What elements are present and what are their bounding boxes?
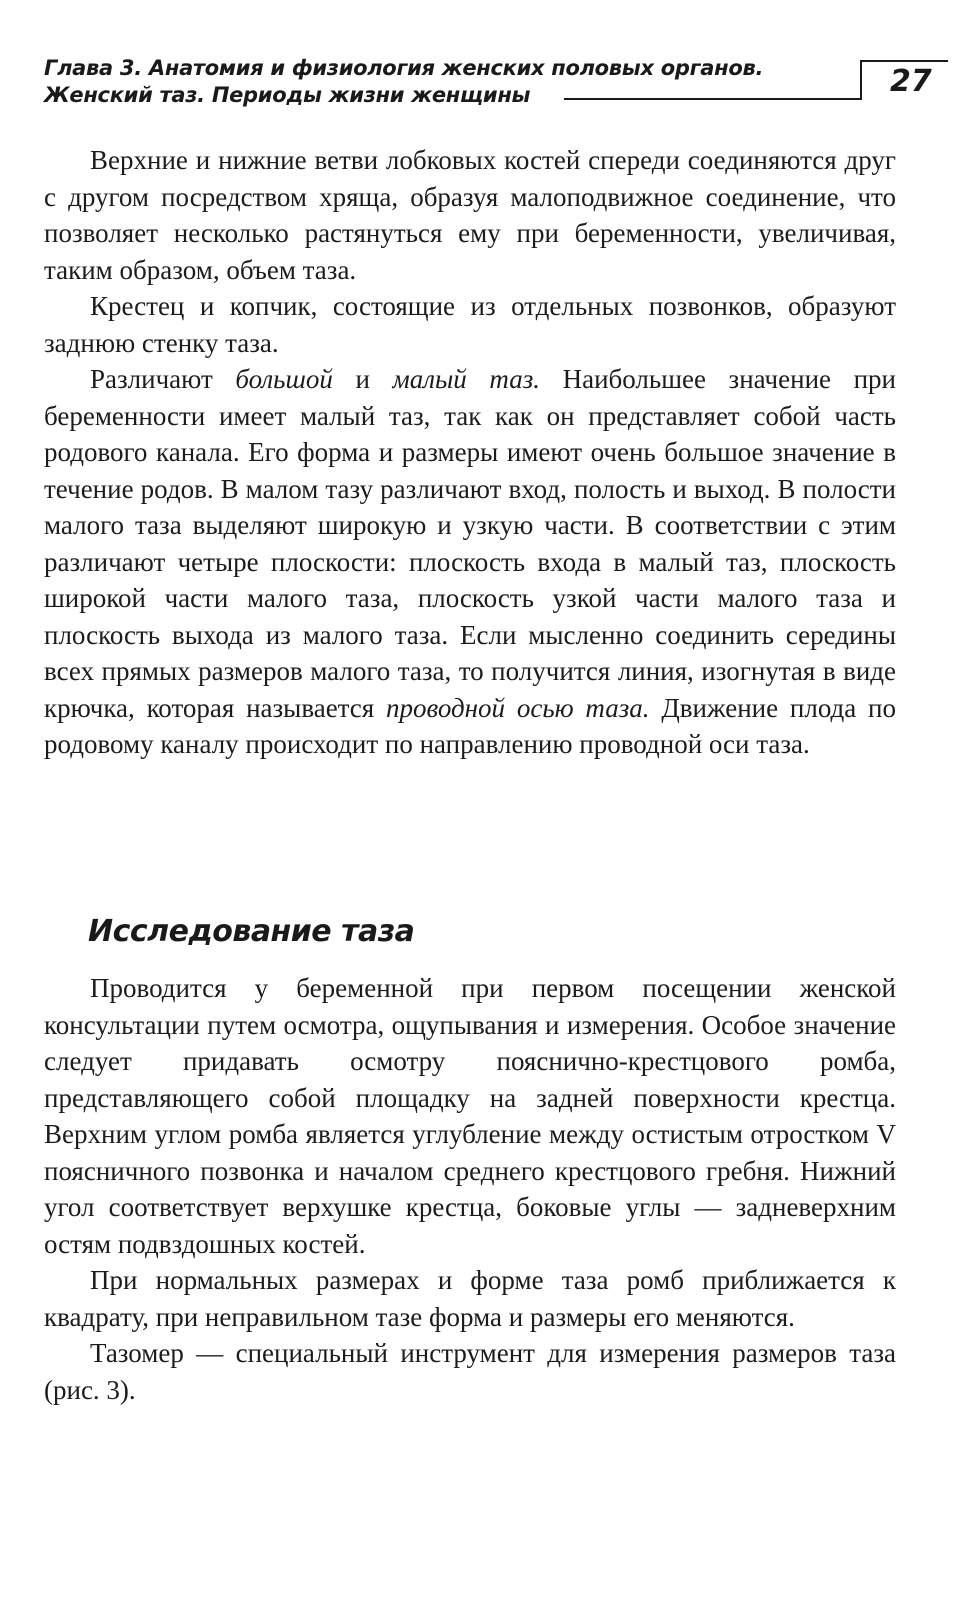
- paragraph-text: Различают: [90, 364, 236, 394]
- text-block-lower: [44, 970, 896, 1408]
- paragraph: Крестец и копчик, состоящие из отдельных позвонков, образуют заднюю стенку таза.: [44, 291, 896, 358]
- paragraph: [44, 361, 896, 763]
- running-head-section-title: Женский таз. Периоды жизни женщины: [44, 83, 531, 107]
- term-pelvic-axis: проводной осью таза.: [386, 692, 650, 723]
- paragraph: Верхние и нижние ветви лобковых костей спереди соединяются друг с другом посредством хряща, образуя малоподвижное соединение, что позволяет несколько растянуться ему при беременности, увеличивая, таким образом, объем таза.: [44, 145, 896, 285]
- section-heading: Исследование таза: [88, 914, 415, 949]
- running-head-rule: [564, 98, 862, 100]
- paragraph-text: Движение плода по родовому каналу происходит по направлению проводной оси таза.: [44, 692, 896, 759]
- paragraph: Проводится у беременной при первом посещении женской консультации путем осмотра, ощупывания и измерения. Особое значение следует придавать осмотру пояснично-крестцового ромба, представляющего собой площадку на задней поверхности крестца. Верхним углом ромба является углубление между остистым отростком V поясничного позвонка и началом среднего крестцового гребня. Нижний угол соответствует верхушке крестца, боковые углы — задневерхним остям подвздошных костей.: [44, 973, 896, 1259]
- running-head: [44, 56, 932, 116]
- paragraph: При нормальных размерах и форме таза ромб приближается к квадрату, при неправильном тазе форма и размеры его меняются.: [44, 1265, 896, 1332]
- paragraph: Тазомер — специальный инструмент для измерения размеров таза (рис. 3).: [44, 1338, 896, 1405]
- term-large-pelvis: большой: [235, 364, 333, 394]
- term-small-pelvis: малый таз.: [392, 364, 540, 394]
- paragraph-text: и: [332, 364, 393, 394]
- paragraph-text: Наибольшее значение при беременности имеет малый таз, так как он представляет собой часть родового канала. Его форма и размеры имеют очень большое значение в течение родов. В малом тазу различают вход, полость и выход. В полости малого таза выделяют широкую и узкую части. В соответствии с этим различают четыре плоскости: плоскость входа в малый таз, плоскость широкой части малого таза, плоскость узкой части малого таза и плоскость выхода из малого таза. Если мысленно соединить середины всех прямых размеров малого таза, то получится линия, изогнутая в виде крючка, которая называется: [44, 364, 896, 723]
- page-number: 27: [890, 64, 932, 99]
- text-block-upper: [44, 142, 896, 763]
- running-head-chapter-title: Глава 3. Анатомия и физиология женских половых органов.: [44, 56, 764, 80]
